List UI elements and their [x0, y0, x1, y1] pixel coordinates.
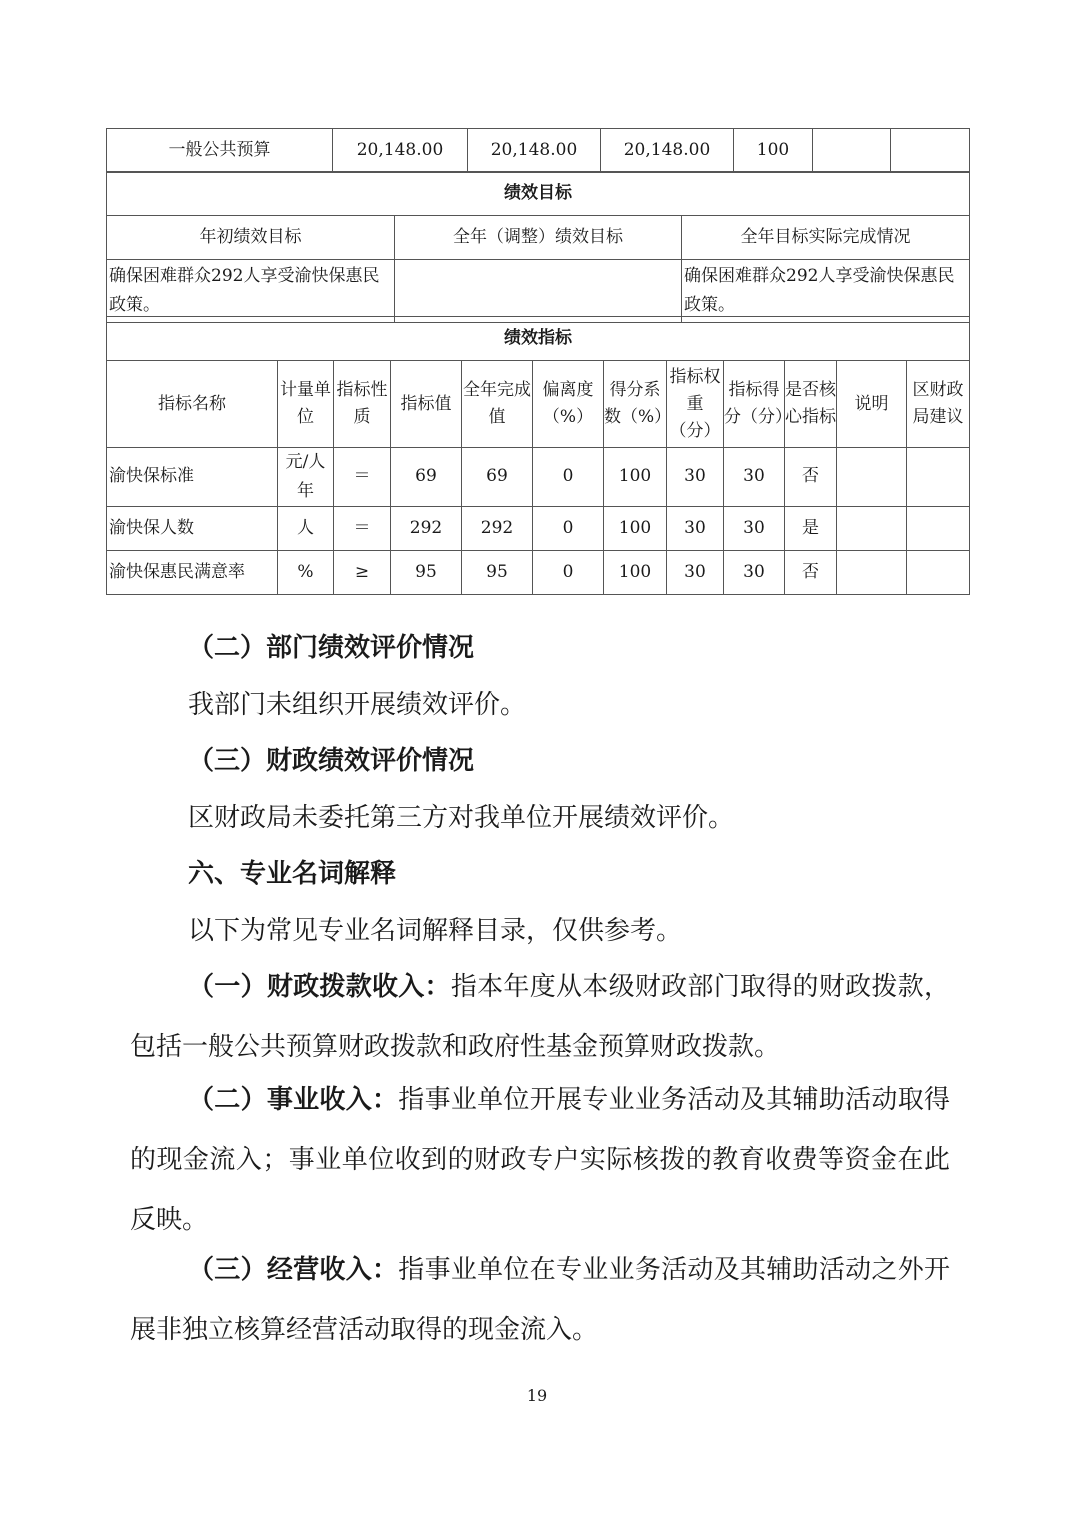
metrics-header-row: [107, 361, 970, 448]
metric-suggestion: [907, 448, 970, 507]
col-header-deviation: 偏离度（%）: [533, 361, 604, 448]
metric-score: 30: [724, 448, 785, 507]
dept-eval-text: 我部门未组织开展绩效评价。: [188, 690, 527, 720]
term-label: （一）财政拨款收入：: [188, 972, 451, 1002]
metric-value: 69: [391, 448, 462, 507]
budget-label: 一般公共预算: [107, 129, 333, 173]
metric-unit: 元/人年: [278, 448, 334, 507]
glossary-heading: 六、专业名词解释: [188, 859, 397, 889]
goal-header-actual: 全年目标实际完成情况: [682, 216, 970, 260]
table-row: [107, 129, 970, 173]
dept-eval-heading: （二）部门绩效评价情况: [188, 633, 475, 663]
col-header-value: 指标值: [391, 361, 462, 448]
budget-value-4: 100: [734, 129, 813, 173]
initial-goal-text: 确保困难群众292人享受渝快保惠民政策。: [107, 260, 395, 323]
metric-score: 30: [724, 551, 785, 595]
table-row: [107, 448, 970, 507]
metric-suggestion: [907, 551, 970, 595]
metric-weight: 30: [667, 507, 724, 551]
col-header-coef: 得分系数（%）: [604, 361, 667, 448]
metric-annual: 95: [462, 551, 533, 595]
actual-completion-text: 确保困难群众292人享受渝快保惠民政策。: [682, 260, 970, 323]
metric-core: 否: [785, 448, 837, 507]
goal-header-adjusted: 全年（调整）绩效目标: [395, 216, 682, 260]
col-header-nature: 指标性质: [334, 361, 391, 448]
col-header-score: 指标得分（分）: [724, 361, 785, 448]
goal-header-initial: 年初绩效目标: [107, 216, 395, 260]
col-header-annual: 全年完成值: [462, 361, 533, 448]
metric-nature: ＝: [334, 448, 391, 507]
term-label: （三）经营收入：: [188, 1255, 399, 1285]
col-header-name: 指标名称: [107, 361, 278, 448]
budget-empty-cell: [891, 129, 970, 173]
metric-name: 渝快保惠民满意率: [107, 551, 278, 595]
metric-core: 是: [785, 507, 837, 551]
table-row: [107, 507, 970, 551]
metric-note: [837, 507, 907, 551]
fiscal-eval-heading: （三）财政绩效评价情况: [188, 746, 475, 776]
metric-name: 渝快保人数: [107, 507, 278, 551]
budget-empty-cell: [813, 129, 891, 173]
term-definition: 指本年度从本级财政部门取得的财政拨款，包括一般公共预算财政拨款和政府性基金预算财政拨款。: [130, 972, 950, 1062]
metric-core: 否: [785, 551, 837, 595]
metric-annual: 69: [462, 448, 533, 507]
metric-deviation: 0: [533, 551, 604, 595]
page-number: 19: [526, 1386, 548, 1405]
glossary-term-2: [130, 1070, 950, 1250]
metric-score: 30: [724, 507, 785, 551]
metric-unit: %: [278, 551, 334, 595]
budget-value-2: 20,148.00: [468, 129, 601, 173]
metric-annual: 292: [462, 507, 533, 551]
col-header-weight: 指标权重（分）: [667, 361, 724, 448]
col-header-core: 是否核心指标: [785, 361, 837, 448]
metric-name: 渝快保标准: [107, 448, 278, 507]
performance-metrics-table: [106, 316, 970, 595]
budget-value-3: 20,148.00: [601, 129, 734, 173]
metric-weight: 30: [667, 448, 724, 507]
glossary-intro: 以下为常见专业名词解释目录，仅供参考。: [188, 916, 683, 946]
metric-nature: ＝: [334, 507, 391, 551]
metric-nature: ≥: [334, 551, 391, 595]
fiscal-eval-text: 区财政局未委托第三方对我单位开展绩效评价。: [188, 803, 735, 833]
metric-deviation: 0: [533, 448, 604, 507]
col-header-suggestion: 区财政局建议: [907, 361, 970, 448]
col-header-unit: 计量单位: [278, 361, 334, 448]
glossary-term-1: [130, 957, 950, 1077]
goals-section-title: 绩效目标: [107, 172, 970, 216]
term-definition: 指事业单位在专业业务活动及其辅助活动之外开展非独立核算经营活动取得的现金流入。: [130, 1255, 950, 1345]
metric-coef: 100: [604, 507, 667, 551]
glossary-term-3: [130, 1240, 950, 1360]
metric-weight: 30: [667, 551, 724, 595]
budget-row-table: [106, 128, 970, 173]
term-definition: 指事业单位开展专业业务活动及其辅助活动取得的现金流入；事业单位收到的财政专户实际核拨的教育收费等资金在此反映。: [130, 1085, 950, 1235]
table-row: [107, 551, 970, 595]
performance-goals-table: [106, 171, 970, 323]
metric-coef: 100: [604, 448, 667, 507]
metric-coef: 100: [604, 551, 667, 595]
metric-value: 95: [391, 551, 462, 595]
col-header-note: 说明: [837, 361, 907, 448]
adjusted-goal-text: [395, 260, 682, 323]
metric-deviation: 0: [533, 507, 604, 551]
metric-value: 292: [391, 507, 462, 551]
metric-unit: 人: [278, 507, 334, 551]
metric-note: [837, 448, 907, 507]
metrics-section-title: 绩效指标: [107, 317, 970, 361]
metric-note: [837, 551, 907, 595]
budget-value-1: 20,148.00: [333, 129, 468, 173]
term-label: （二）事业收入：: [188, 1085, 399, 1115]
metric-suggestion: [907, 507, 970, 551]
